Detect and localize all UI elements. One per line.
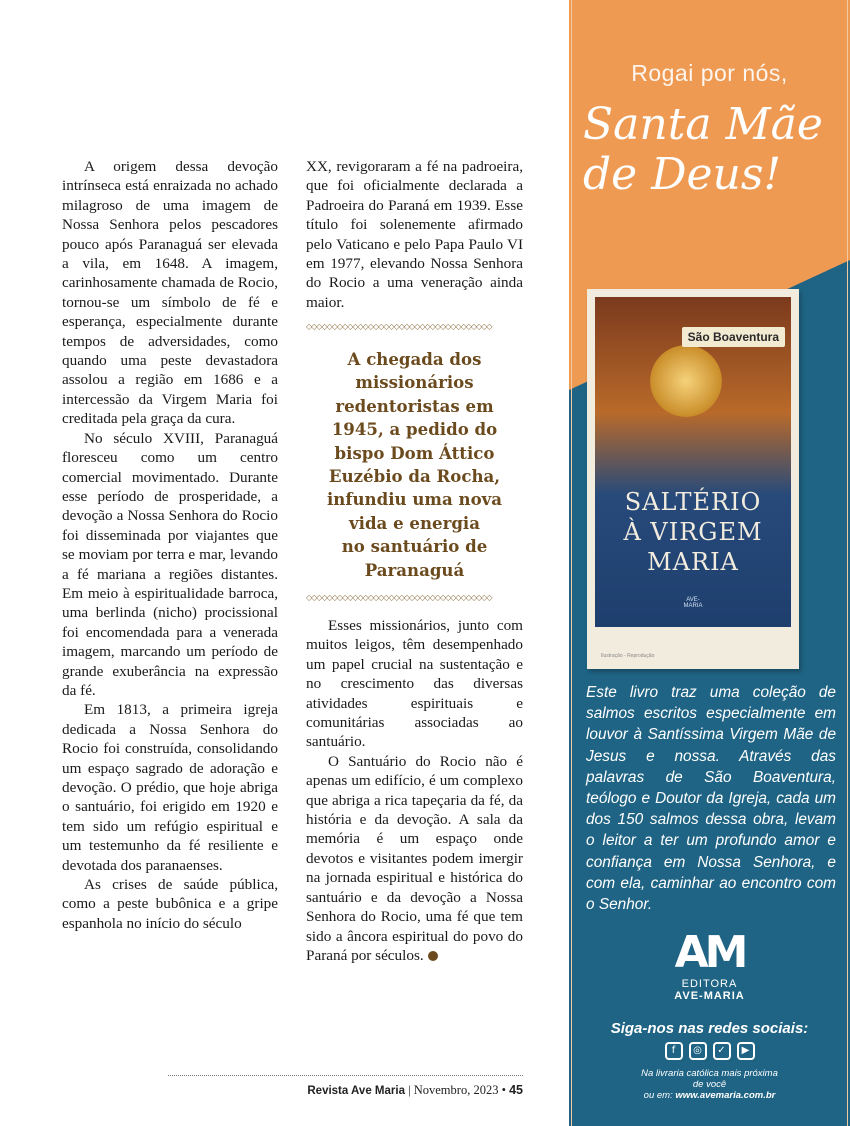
ad-tagline: Rogai por nós, xyxy=(631,60,788,86)
store-url-link[interactable]: www.avemaria.com.br xyxy=(675,1090,776,1101)
book-cover xyxy=(595,297,791,627)
footer-separator: | xyxy=(408,1083,411,1097)
paragraph-final: O Santuário do Rocio não é apenas um edifício, é um complexo que abriga a rica tapeçaria da fé, da história e da devoção. A sala da memória é um espaço onde devotos e visitantes podem imergir na jornada espiritual e histórica do santuário e da devoção a Nossa Senhora do Rocio, uma fé que tem sido a âncora espiritual do povo do Paraná por séculos. xyxy=(306,752,523,964)
article-column-1 xyxy=(62,157,278,933)
halo-icon xyxy=(650,345,722,417)
advertisement xyxy=(569,0,850,1126)
social-icons xyxy=(569,1040,850,1060)
logo-editora: EDITORA xyxy=(681,978,738,990)
end-mark-icon xyxy=(428,951,438,961)
paragraph: A origem dessa devoção intrínseca está enraizada no achado milagroso de uma imagem de Nossa Senhora pelos pescadores pouco após Paranaguá ser elevada a vila, em 1648. A imagem, carinhosamente chamada de Rocio, tornou-se um símbolo de fé e esperança, especialmente durante tempos de adversidades, como quando uma peste devastadora assolou a região em 1686 e a intercessão da Virgem Maria foi creditada pela graça da cura. xyxy=(62,158,278,428)
book-title: SALTÉRIO À VIRGEM MARIA xyxy=(623,488,763,576)
issue-date: Novembro, 2023 xyxy=(413,1083,499,1097)
article-column-2-top xyxy=(306,157,523,312)
paragraph: No século XVIII, Paranaguá floresceu como um centro comercial movimentado. Durante esse período de prosperidade, a devoção a Nossa Senhora do Rocio foi disseminada por viajantes que se moviam por terra e mar, levando a fé mariana a regiões distantes. Em meio à espiritualidade barroca, uma berlinda (nicho) procissional foi encomendada para a venerada imagem, marcando um período de grande exuberância na expressão da fé. xyxy=(62,429,278,699)
paragraph: XX, revigoraram a fé na padroeira, que foi oficialmente declarada a Padroeira do Paraná em 1939. Esse título foi solenemente afirmado pelo Vaticano e pelo Papa Paulo VI em 1977, elevando Nossa Senhora do Rocio a uma veneração ainda maior. xyxy=(306,158,523,311)
ad-script-title: Santa Mãe de Deus! xyxy=(583,99,823,200)
ad-description: Este livro traz uma coleção de salmos escritos especialmente em louvor à Santíssima Virgem Mãe de Jesus e nossa. Através das palavras de São Boaventura, teólogo e Doutor da Igreja, cada um dos 150 salmos dessa obra, levam o leitor a ter um profundo amor e confiança em Nossa Senhora, e com ela, caminhar ao encontro com o Senhor. xyxy=(586,684,836,914)
ornament-divider-top: ◇◇◇◇◇◇◇◇◇◇◇◇◇◇◇◇◇◇◇◇◇◇◇◇◇◇◇◇◇◇◇◇◇◇◇◇ xyxy=(306,323,492,331)
paragraph: Em 1813, a primeira igreja dedicada a Nossa Senhora do Rocio foi construída, consolidando um espaço sagrado de adoração e devoção. O prédio, que hoje abriga o santuário, foi erigido em 1920 e tem sido um refúgio espiritual e um testemunho da fé resiliente e devotada dos paranaenses. xyxy=(62,701,278,874)
page-footer xyxy=(168,1083,523,1098)
publisher-logo xyxy=(569,927,850,1002)
pull-quote: A chegada dos missionários redentoristas em 1945, a pedido do bispo Dom Áttico Euzébio da Rocha, infundiu uma nova vida e energia no santuário de Paranaguá xyxy=(326,349,503,580)
store-info: Na livraria católica mais próxima de você ou em: www.avemaria.com.br xyxy=(641,1068,778,1101)
facebook-icon[interactable]: f xyxy=(665,1042,683,1060)
footer-bullet: • xyxy=(501,1083,506,1097)
instagram-icon[interactable]: ◎ xyxy=(689,1042,707,1060)
paragraph: Esses missionários, junto com muitos leigos, têm desempenhado um papel crucial na sustentação e no crescimento das diversas atividades espirituais e comunitárias associadas ao santuário. xyxy=(306,617,523,751)
magazine-name: Revista Ave Maria xyxy=(307,1085,405,1097)
page-number: 45 xyxy=(509,1083,523,1097)
footer-rule xyxy=(168,1075,523,1076)
ornament-divider-bottom: ◇◇◇◇◇◇◇◇◇◇◇◇◇◇◇◇◇◇◇◇◇◇◇◇◇◇◇◇◇◇◇◇◇◇◇◇ xyxy=(306,594,492,602)
image-credit: Ilustração - Reprodução xyxy=(601,653,655,659)
social-prompt: Siga-nos nas redes sociais: xyxy=(610,1020,809,1037)
logo-mark: AM xyxy=(674,927,745,978)
twitter-icon[interactable]: ✓ xyxy=(713,1042,731,1060)
article-column-2-bottom xyxy=(306,616,523,965)
youtube-icon[interactable]: ▶ xyxy=(737,1042,755,1060)
book-author-badge: São Boaventura xyxy=(682,327,785,347)
paragraph: As crises de saúde pública, como a peste bubônica e a gripe espanhola no início do século xyxy=(62,876,278,932)
book-image xyxy=(587,289,799,669)
logo-ave-maria: AVE-MARIA xyxy=(674,990,745,1002)
book-publisher-logo: AVE-MARIA xyxy=(683,597,703,609)
